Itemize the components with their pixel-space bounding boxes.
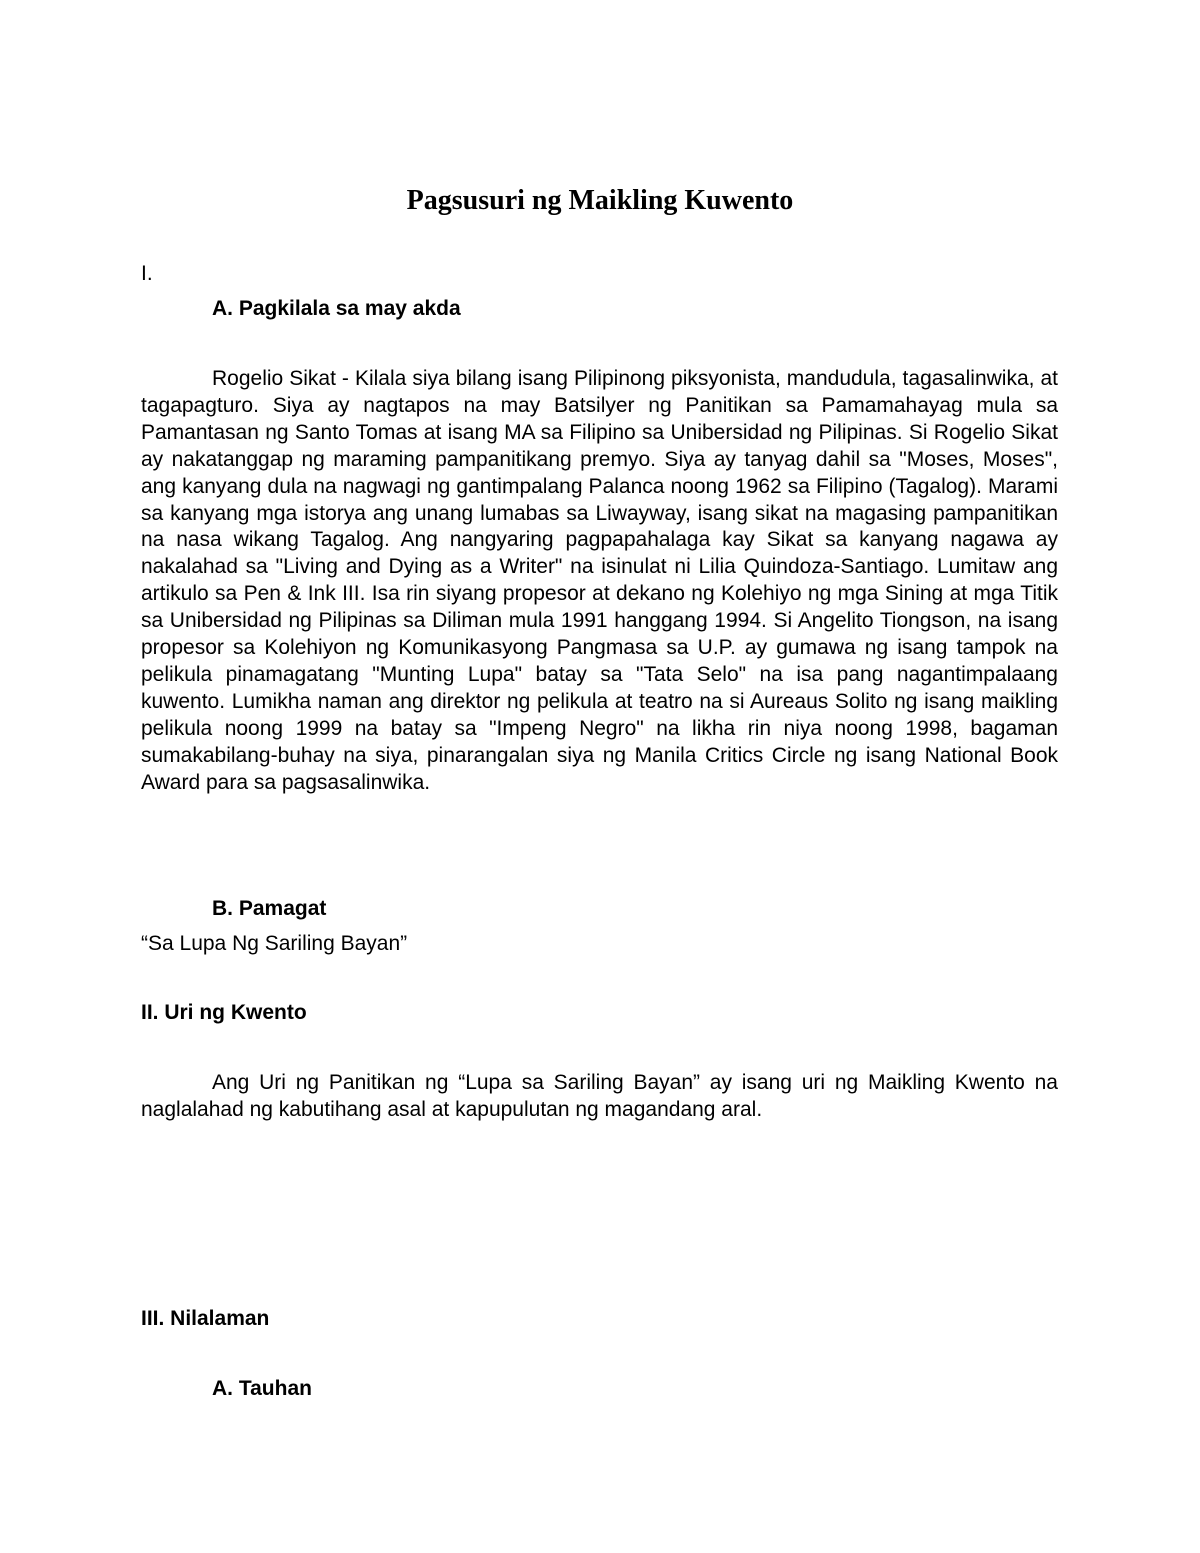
heading-pagkilala-sa-may-akda: A. Pagkilala sa may akda — [212, 297, 461, 320]
section-1-numeral: I. — [141, 262, 153, 285]
heading-uri-ng-kwento: II. Uri ng Kwento — [141, 1001, 307, 1024]
document-title: Pagsusuri ng Maikling Kuwento — [406, 185, 794, 216]
uri-ng-kwento-paragraph: Ang Uri ng Panitikan ng “Lupa sa Sariling Bayan” ay isang uri ng Maikling Kwento na naglalahad ng kabutihang asal at kapupulutan ng magandang aral. — [141, 1071, 1058, 1121]
heading-pamagat: B. Pamagat — [212, 897, 327, 920]
heading-nilalaman: III. Nilalaman — [141, 1307, 270, 1330]
story-title-value: “Sa Lupa Ng Sariling Bayan” — [141, 932, 408, 955]
author-biography-paragraph: Rogelio Sikat - Kilala siya bilang isang Pilipinong piksyonista, mandudula, tagasalinwika, at tagapagturo. Siya ay nagtapos na may Batsilyer ng Panitikan sa Pamamahayag mula sa Pamantasan ng Santo Tomas at isang MA sa Filipino sa Unibersidad ng Pilipinas. Si Rogelio Sikat ay nakatanggap ng maraming pampanitikang premyo. Siya ay tanyag dahil sa "Moses, Moses", ang kanyang dula na nagwagi ng gantimpalang Palanca noong 1962 sa Filipino (Tagalog). Marami sa kanyang mga istorya ang unang lumabas sa Liwayway, isang sikat na magasing pampanitikan na nasa wikang Tagalog. Ang nangyaring pagpapahalaga kay Sikat sa kanyang nagawa ay nakalahad sa "Living and Dying as a Writer" na isinulat ni Lilia Quindoza-Santiago. Lumitaw ang artikulo sa Pen & Ink III. Isa rin siyang propesor at dekano ng Kolehiyo ng mga Sining at mga Titik sa Unibersidad ng Pilipinas sa Diliman mula 1991 hanggang 1994. Si Angelito Tiongson, na isang propesor sa Kolehiyon ng Komunikasyong Pangmasa sa U.P. ay gumawa ng isang tampok na pelikula pinamagatang "Munting Lupa" batay sa "Tata Selo" na isa pang nagantimpalaang kuwento. Lumikha naman ang direktor ng pelikula at teatro na si Aureaus Solito ng isang maikling pelikula noong 1999 na batay sa "Impeng Negro" na likha rin niya noong 1998, bagaman sumakabilang-buhay na siya, pinarangalan siya ng Manila Critics Circle ng isang National Book Award para sa pagsasalinwika. — [141, 367, 1058, 794]
heading-tauhan: A. Tauhan — [212, 1377, 312, 1400]
